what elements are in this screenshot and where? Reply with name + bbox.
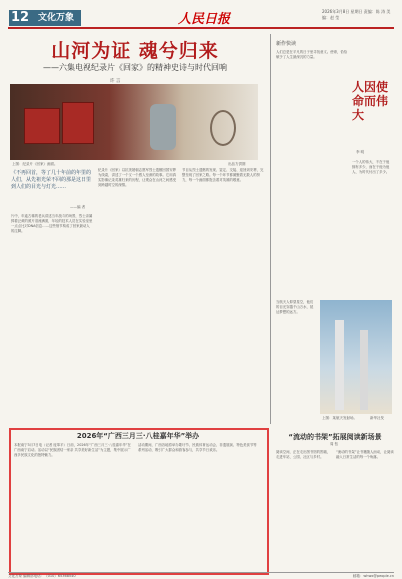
- article-body-col2: 节目从烈士遗骸的发现、鉴定、交接、迎回到安葬，完整呈现了回家之路。每一个环节都凝聚着无数人的努力，每一个画面都饱含着对英雄的敬意。: [182, 168, 264, 182]
- third-article-body-2: “流动的书架”让书籍随人而动，让阅读融入日常生活的每一个角落。: [336, 450, 394, 459]
- article-subtitle: ——六集电视纪录片《回家》的精神史诗与时代回响: [43, 63, 227, 72]
- launch-tower: [360, 330, 368, 410]
- sidebar-body-2: 一个人的伟大，不在于他拥有多少，而在于他为他人、为时代付出了多少。: [352, 160, 390, 174]
- lead-author: ——编 者: [70, 205, 86, 209]
- section-name: 文化万象: [31, 10, 81, 26]
- footer-right: 邮箱：whwx@people.cn: [352, 574, 394, 578]
- third-article-title: “流动的书架”拓展阅读新场景: [288, 433, 382, 441]
- third-article-body-1: 阅读空间，正在走出图书馆的围墙，走进车站、公园、社区与乡村。: [276, 450, 331, 459]
- red-chest-image: [24, 108, 60, 144]
- sidebar-author: 李 明: [356, 150, 365, 154]
- sidebar-photo-caption: 上图：某航天发射场。: [322, 416, 357, 420]
- article-byline: 许 言: [110, 79, 121, 84]
- photo-source: 出品方供图: [228, 162, 246, 166]
- article-title: 山河为证 魂兮归来: [51, 40, 219, 62]
- box-article-body-2: 活动期间，广西各地将举办歌圩节、民族体育运动会、非遗展演、特色美食节等系列活动，吸引广大群众和游客参与，共享节日欢乐。: [138, 443, 257, 452]
- article-body-col1: 纪录片《回家》以抗美援朝志愿军烈士遗骸回国安葬为线索，讲述了一个又一个感人至深的故事。它用真实影像记录英雄归来的历程，让观众在山河之间感受到跨越时空的深情。: [98, 168, 176, 187]
- article-lead: 《不再回首，等了几十年前的年里的人们，从先祖光荣不回的那是这日里到人们的目光与灯光……: [11, 170, 92, 190]
- photo-caption: 上图：纪录片《回家》画面。: [12, 162, 58, 166]
- page-number: 12: [10, 10, 30, 25]
- launch-tower: [335, 320, 344, 410]
- box-article-body-1: 本报南宁3月7日电（记者 庞革平）日前，2026年“广西三月三·八桂嘉年华”在广西南宁启动。活动以“民族团结一家亲 共享美好新生活”为主题，集中展示广西多民族文化的独特魅力。: [14, 443, 131, 457]
- sidebar-title: 人因使命而伟大: [352, 80, 389, 122]
- sidebar-body-1: 人们总是在平凡的日子里寻找意义。使命，恰恰赋予了人生最深沉的力量。: [276, 50, 348, 59]
- jar-image: [150, 104, 176, 150]
- sidebar-tag: 新作快读: [276, 41, 297, 47]
- header-rule: [8, 27, 394, 29]
- header-info: 2026年3月8日 星期日 责编：陈 涛 美编：赵 莹: [322, 9, 391, 20]
- footer-left: 文化万象 编辑部电话：（010）65368540: [8, 574, 76, 578]
- column-divider: [270, 34, 271, 424]
- red-chest-image: [62, 102, 94, 144]
- sidebar-body-3: 当航天人仰望星空，他们的目光穿越千山万水，抵达梦想的远方。: [276, 300, 314, 314]
- rocket-photo: [320, 300, 392, 414]
- third-article-author: 周 钰: [330, 442, 339, 446]
- box-article-title: 2026年“广西三月三·八桂嘉年华”举办: [76, 432, 200, 440]
- article-body-col0: 片中，年逾古稀的老兵讲述当年战斗的场景，烈士亲属捧着泛黄的照片泪流满面，年轻的技术人员在实验室里一点点比对DNA信息……这些细节构成了回家最动人的注脚。: [11, 214, 93, 233]
- sidebar-photo-source: 新华社发: [370, 416, 384, 420]
- newspaper-logo: 人民日报: [178, 12, 231, 27]
- ring-image: [210, 110, 236, 146]
